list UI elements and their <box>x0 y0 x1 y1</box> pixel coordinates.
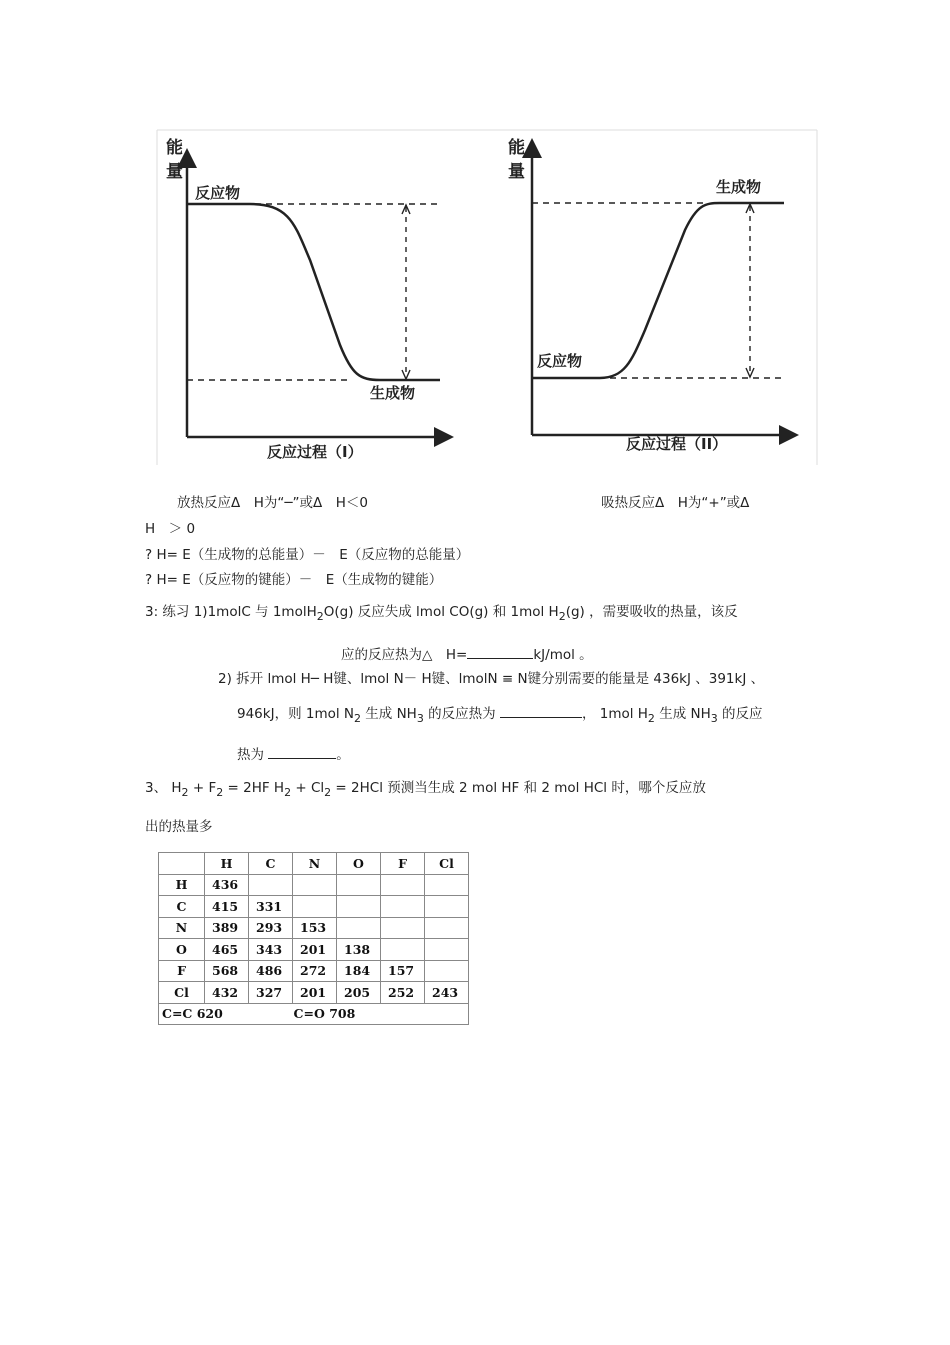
table-cell <box>293 874 337 896</box>
exothermic-description: 放热反应Δ H为“─”或Δ H＜0 <box>177 495 368 511</box>
table-cell <box>381 874 425 896</box>
x-axis-label: 反应过程（I） <box>267 443 363 461</box>
table-cell: 389 <box>205 917 249 939</box>
y-axis-label-2: 量 <box>508 162 525 182</box>
table-row <box>159 874 469 896</box>
exercise-2-line-2: 946kJ，则 1mol $N_2$ 生成 $NH_3$ 的反应热为 ， 1mol $H_2$ 生成 $NH_3$ 的反应 <box>237 703 763 723</box>
table-cell: 138 <box>337 939 381 961</box>
table-cell: 205 <box>337 982 381 1004</box>
table-cell <box>381 917 425 939</box>
table-cell: Cl <box>159 982 205 1004</box>
co-bond-value: C=O 708 <box>293 1006 356 1022</box>
table-header-cell: F <box>381 853 425 875</box>
table-cell: 436 <box>205 874 249 896</box>
table-cell <box>381 896 425 918</box>
table-cell: 432 <box>205 982 249 1004</box>
table-header-cell: Cl <box>425 853 469 875</box>
table-header-cell: O <box>337 853 381 875</box>
answer-blank-2[interactable] <box>500 703 582 718</box>
table-cell: O <box>159 939 205 961</box>
energy-curve <box>187 204 440 380</box>
y-axis-label-1: 能 <box>166 138 183 158</box>
energy-diagrams <box>0 0 950 475</box>
table-cell: 465 <box>205 939 249 961</box>
exercise-3-line-2: 出的热量多 <box>145 819 213 835</box>
x-axis-label: 反应过程（II） <box>626 435 728 453</box>
exercise-1-line-1: 3: 练习 1)1molC 与 1molH$_2$O(g) 反应失成 lmol CO(g) 和 1mol $H_2(g)$ ，需要吸收的热量，该反 <box>145 604 738 623</box>
formula-bond-energy: ? H= E（反应物的键能）－ E（生成物的键能） <box>145 572 443 588</box>
reactant-label: 反应物 <box>195 184 241 202</box>
table-cell: 327 <box>249 982 293 1004</box>
table-cell: 243 <box>425 982 469 1004</box>
table-cell <box>293 896 337 918</box>
table-cell <box>249 874 293 896</box>
table-cell: 293 <box>249 917 293 939</box>
endothermic-diagram <box>508 137 789 453</box>
table-header-cell: N <box>293 853 337 875</box>
table-header-cell: H <box>205 853 249 875</box>
reactant-label: 反应物 <box>537 352 583 370</box>
endothermic-description: 吸热反应Δ H为“+”或Δ <box>601 495 750 511</box>
exothermic-diagram <box>166 137 444 461</box>
table-row <box>159 939 469 961</box>
table-header-row <box>159 853 469 875</box>
y-axis-label-2: 量 <box>166 162 183 182</box>
table-cell <box>425 960 469 982</box>
table-cell: 331 <box>249 896 293 918</box>
table-cell: 415 <box>205 896 249 918</box>
y-axis-label-1: 能 <box>508 138 525 158</box>
table-cell: 153 <box>293 917 337 939</box>
table-cell <box>425 939 469 961</box>
endothermic-description-cont: H ＞ 0 <box>145 521 196 537</box>
table-cell: 157 <box>381 960 425 982</box>
table-cell: 252 <box>381 982 425 1004</box>
table-cell <box>425 917 469 939</box>
answer-blank-3[interactable] <box>268 744 336 759</box>
table-footer-cell <box>159 1003 469 1025</box>
table-row <box>159 896 469 918</box>
table-row <box>159 960 469 982</box>
bond-energy-table <box>158 852 469 1025</box>
table-cell: 272 <box>293 960 337 982</box>
table-cell: 201 <box>293 982 337 1004</box>
product-label: 生成物 <box>370 384 416 402</box>
table-cell <box>337 874 381 896</box>
table-cell: 343 <box>249 939 293 961</box>
table-cell: 486 <box>249 960 293 982</box>
exercise-2-line-1: 2) 拆开 lmol H─ H键、lmol N－ H键、lmolN ≡ N键分别需要的能量是 436kJ 、391kJ 、 <box>218 671 765 687</box>
table-cell: 568 <box>205 960 249 982</box>
table-cell: N <box>159 917 205 939</box>
formula-total-energy: ? H= E（生成物的总能量）－ E（反应物的总能量） <box>145 547 470 563</box>
table-cell <box>381 939 425 961</box>
table-cell: 184 <box>337 960 381 982</box>
table-cell: H <box>159 874 205 896</box>
table-header-cell <box>159 853 205 875</box>
table-cell <box>425 896 469 918</box>
answer-blank-1[interactable] <box>467 644 533 659</box>
table-cell: F <box>159 960 205 982</box>
table-row <box>159 917 469 939</box>
exercise-3-line-1: 3、 $H_2 + F_2 = 2HF$ $H_2 + Cl_2 = 2HCl$ 预测当生成 2 mol HF 和 2 mol HCl 时，哪个反应放 <box>145 780 706 799</box>
table-cell: 201 <box>293 939 337 961</box>
table-cell <box>337 896 381 918</box>
table-cell: C <box>159 896 205 918</box>
exercise-1-line-2: 应的反应热为△ H= kJ/mol 。 <box>341 644 593 664</box>
product-label: 生成物 <box>716 178 762 196</box>
table-header-cell: C <box>249 853 293 875</box>
cc-bond-value: C=C 620 <box>162 1006 223 1022</box>
table-row <box>159 982 469 1004</box>
exercise-2-line-3: 热为 。 <box>237 744 350 764</box>
table-cell <box>337 917 381 939</box>
table-footer-row <box>159 1003 469 1025</box>
table-cell <box>425 874 469 896</box>
